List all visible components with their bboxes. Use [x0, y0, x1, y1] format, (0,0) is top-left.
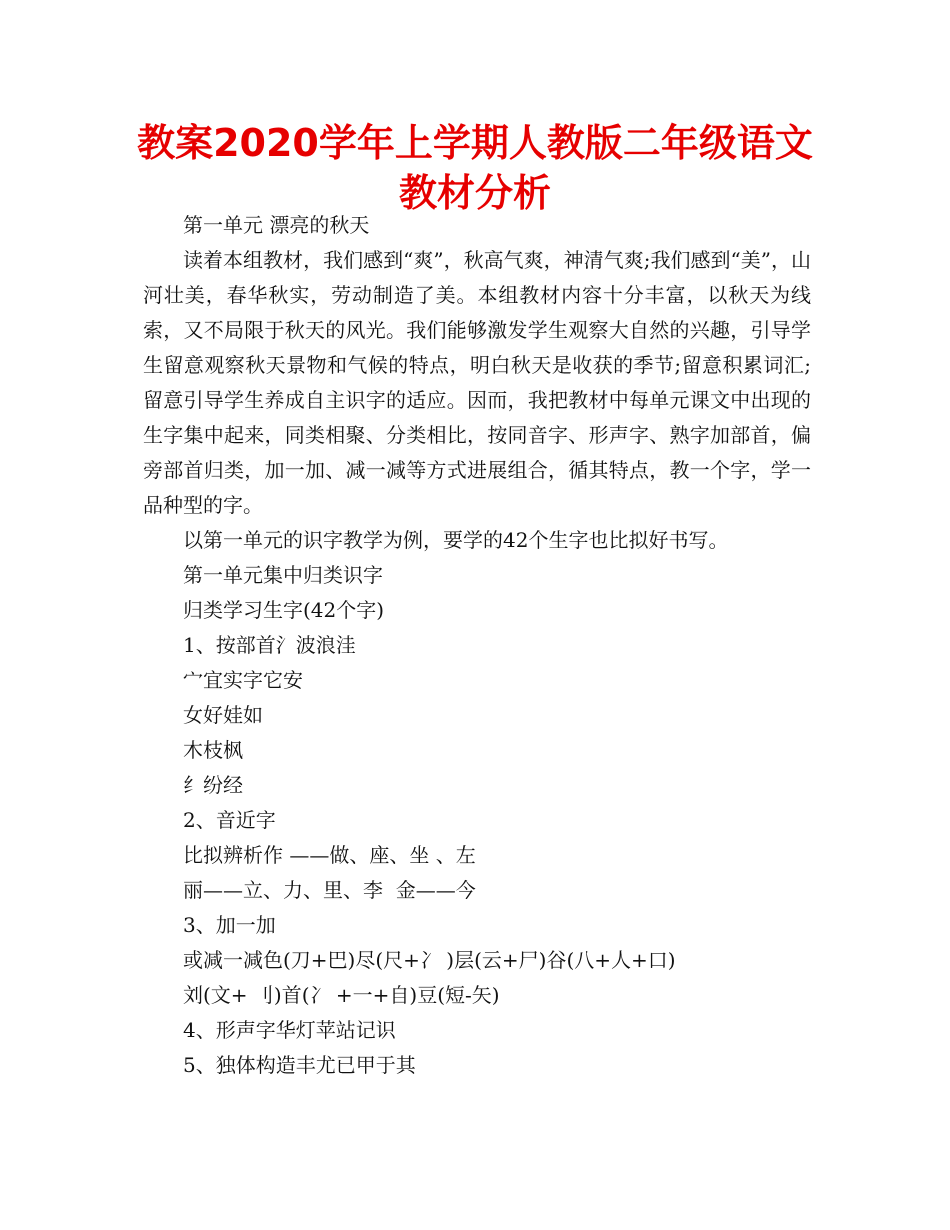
text-line: 或减一减色(刀+巴)尽(尺+冫 )层(云+尸)谷(八+人+口) — [183, 948, 676, 972]
section-heading: 第一单元 漂亮的秋天 — [183, 213, 370, 237]
body-paragraph: 以第一单元的识字教学为例，要学的42个生字也比拟好书写。 — [183, 528, 729, 552]
text-line: 3、加一加 — [183, 913, 276, 937]
text-line: 2、音近字 — [183, 808, 276, 832]
text-line: 比拟辨析作 ——做、座、坐 、左 — [183, 843, 476, 867]
text-line: 1、按部首氵波浪洼 — [183, 633, 356, 657]
page-title: 教案2020学年上学期人教版二年级语文教材分析 — [137, 121, 813, 215]
body-paragraph: 读着本组教材，我们感到“爽”，秋高气爽，神清气爽;我们感到“美”，山河壮美，春华秋实，劳动制造了美。本组教材内容十分丰富，以秋天为线索，又不局限于秋天的风光。我们能够激发学生观察大自然的兴趣，引导学生留意观察秋天景物和气候的特点，明白秋天是收获的季节;留意积累词汇;留意引导学生养成自主识字的适应。因而，我把教材中每单元课文中出现的生字集中起来，同类相聚、分类相比，按同音字、形声字、熟字加部首，偏旁部首归类，加一加、减一减等方式进展组合，循其特点，教一个字，学一品种型的字。 — [143, 248, 811, 517]
text-line: 5、独体构造丰尤已甲于其 — [183, 1053, 416, 1077]
text-line: 宀宜实字它安 — [183, 668, 303, 692]
text-line: 纟纷经 — [183, 773, 243, 797]
text-line: 木枝枫 — [183, 738, 243, 762]
text-line: 归类学习生字(42个字) — [183, 598, 385, 622]
document-body — [143, 208, 811, 1083]
text-line: 4、形声字华灯苹站记识 — [183, 1018, 396, 1042]
text-line: 第一单元集中归类识字 — [183, 563, 383, 587]
text-line: 丽——立、力、里、李 金——今 — [183, 878, 476, 902]
text-line: 女好娃如 — [183, 703, 263, 727]
text-line: 刘(文+ 刂)首(冫 +一+自)豆(短-矢) — [183, 983, 500, 1007]
